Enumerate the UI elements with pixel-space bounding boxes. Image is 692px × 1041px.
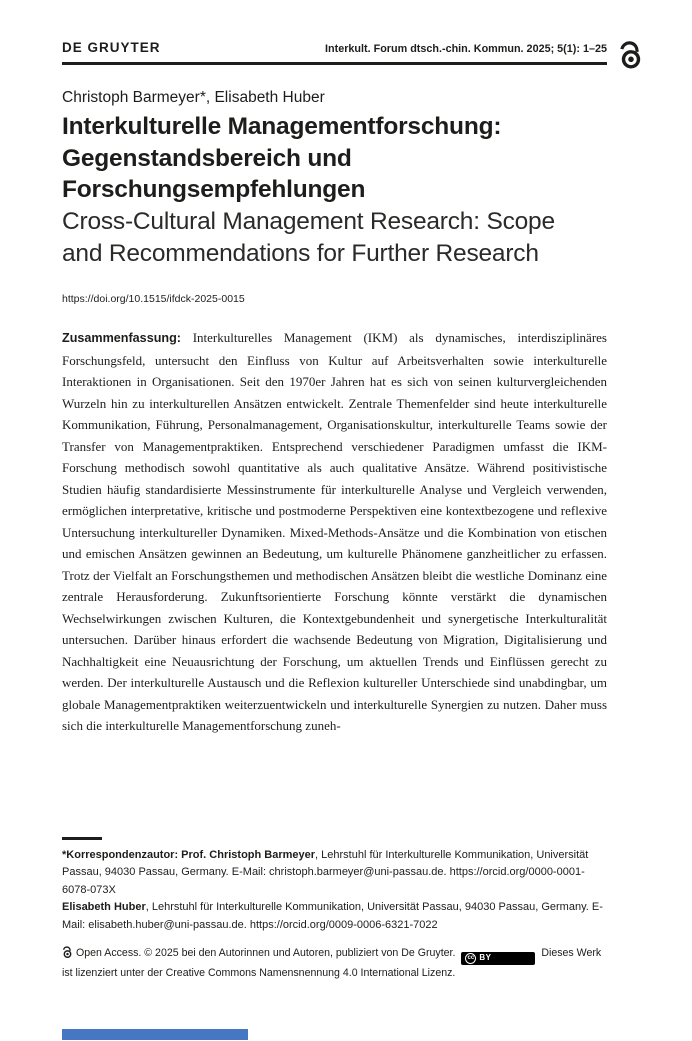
coauthor-affiliation: , Lehrstuhl für Interkulturelle Kommunikation, Universität Passau, 94030 Passau, Germany. E-Mail: elisabeth.huber@uni-passau.de. https://orcid.org/0009-0006-6321-7022 <box>62 901 603 931</box>
cc-by-badge[interactable] <box>461 952 535 965</box>
cc-by-label: BY <box>479 952 492 962</box>
journal-header <box>62 40 607 55</box>
abstract-paragraph <box>62 327 607 737</box>
correspondent-affiliation: , Lehrstuhl für Interkulturelle Kommunikation, Universität Passau, 94030 Passau, Germany. E-Mail: christoph.barmeyer@uni-passau.de. https://orcid.org/0000-0001-6078-073X <box>62 849 589 896</box>
title-en-line: Cross-Cultural Management Research: Scope <box>62 208 555 235</box>
article-title-en <box>62 206 607 269</box>
title-de-line: Interkulturelle Managementforschung: <box>62 113 502 140</box>
coauthor-footnote <box>62 899 607 934</box>
license-continuation-text: Dieses Werk ist lizenziert unter der Creative Commons Namensnennung 4.0 International Lizenz. <box>62 947 602 979</box>
correspondent-footnote <box>62 847 607 899</box>
footnote-rule <box>62 837 102 840</box>
coauthor-name: Elisabeth Huber <box>62 901 146 914</box>
header-rule <box>62 62 607 65</box>
journal-citation: Interkult. Forum dtsch.-chin. Kommun. 2025; 5(1): 1–25 <box>325 43 607 55</box>
bottom-blue-bar <box>62 1029 248 1040</box>
open-access-text: Open Access. © 2025 bei den Autorinnen und Autoren, publiziert von De Gruyter. <box>76 947 456 959</box>
cc-circle-icon: cc <box>465 953 476 964</box>
title-en-line: and Recommendations for Further Research <box>62 239 539 267</box>
footnote-block <box>62 847 607 934</box>
open-access-icon-small <box>62 945 73 965</box>
open-access-icon <box>618 39 644 75</box>
license-statement <box>62 945 614 981</box>
title-de-line: Forschungsempfehlungen <box>62 176 366 203</box>
authors-line: Christoph Barmeyer*, Elisabeth Huber <box>62 89 325 106</box>
abstract-text: Interkulturelles Management (IKM) als dynamisches, interdisziplinäres Forschungsfeld, untersucht den Einfluss von Kultur auf Arbeitsverhalten sowie interkulturelle Interaktionen in Organisationen. Seit den 1970er Jahren hat es sich von seinen kulturvergleichenden Wurzeln hin zu interkulturellen Ansätzen entwickelt. Zentrale Themenfelder sind heute interkulturelle Kommunikation, Führung, Personalmanagement, Organisationskultur, interkulturelle Teams sowie der Transfer von Managementpraktiken. Entsprechend verschiedener Paradigmen umfasst die IKM-Forschung methodisch sowohl quantitative als auch qualitative Ansätze. Während positivistische Studien häufig standardisierte Messinstrumente für interkulturelle Analyse und Vergleich verwenden, ermöglichen interpretative, kritische und postmoderne Perspektiven eine kontextbezogene und reflexive Untersuchung interkultureller Dynamiken. Mixed-Methods-Ansätze und die Kombination von etischen und emischen Ansätzen gewinnen an Bedeutung, um kulturelle Phänomene ganzheitlicher zu erfassen. Trotz der Vielfalt an Forschungsthemen und methodischen Ansätzen bleibt die westliche Dominanz eine zentrale Herausforderung. Zukunftsorientierte Forschung könnte verstärkt die dynamischen Wechselwirkungen zwischen Kulturen, die Kontextgebundenheit und synergetische Interkulturalität untersuchen. Darüber hinaus erfordert die wachsende Bedeutung von Migration, Digitalisierung und Nachhaltigkeit eine Neuausrichtung der Forschung, um aktuellen Trends und Einflüssen gerecht zu werden. Der interkulturelle Austausch und die Reflexion kultureller Unterschiede sind unabdingbar, um globale Managementpraktiken weiterzuentwickeln und interkulturelle Synergien zu nutzen. Daher muss sich die interkulturelle Managementforschung zuneh- <box>62 330 607 733</box>
article-title-de <box>62 111 607 206</box>
doi-link[interactable]: https://doi.org/10.1515/ifdck-2025-0015 <box>62 293 245 305</box>
abstract-label: Zusammenfassung: <box>62 331 181 345</box>
title-de-line: Gegenstandsbereich und <box>62 144 352 172</box>
publisher-logo-text: DE GRUYTER <box>62 40 161 55</box>
correspondent-name: *Korrespondenzautor: Prof. Christoph Barmeyer <box>62 849 316 861</box>
